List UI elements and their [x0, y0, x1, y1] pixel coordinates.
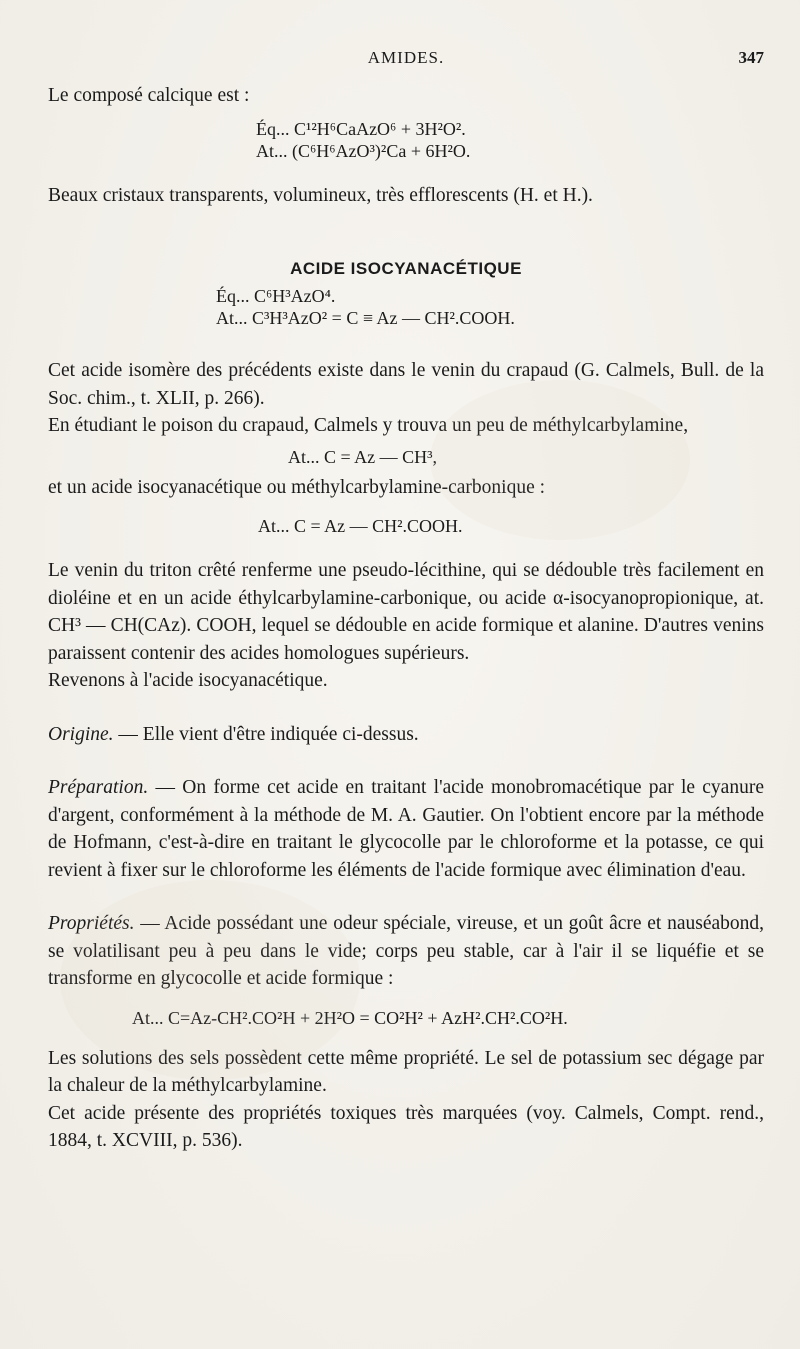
calcium-compound-formula — [48, 118, 764, 162]
equivalent-formula: Éq... C¹²H⁶CaAzO⁶ + 3H²O². — [256, 118, 466, 139]
paragraph-revenons: Revenons à l'acide isocyanacétique. — [48, 670, 328, 691]
atomic-formula: At... C³H³AzO² = C ≡ Az — CH².COOH. — [216, 308, 515, 328]
running-title: AMIDES. — [367, 48, 445, 67]
origine-label: Origine. — [48, 723, 114, 745]
origine-text: — Elle vient d'être indiquée ci-dessus. — [113, 723, 419, 745]
page-number: 347 — [738, 48, 764, 67]
paragraph-solutions: Les solutions des sels possèdent cette même propriété. Le sel de potassium sec dégage par la chaleur de la méthylcarbylamine. — [48, 1047, 764, 1096]
paragraph-etudiant: En étudiant le poison du crapaud, Calmels y trouva un peu de méthylcarbylamine, — [48, 415, 689, 436]
equivalent-formula: Éq... C⁶H³AzO⁴. — [216, 286, 336, 306]
paragraph-proprietes — [48, 910, 764, 993]
paragraph-cristaux: Beaux cristaux transparents, volumineux, très efflorescents (H. et H.). — [48, 184, 593, 206]
proprietes-label: Propriétés. — [48, 913, 135, 934]
paragraph-triton: Le venin du triton crêté renferme une pseudo-lécithine, qui se dédouble très facilement en dioléine et en un acide éthylcarbylamine-carbonique, ou acide α-isocyanopropionique, at. CH³ — CH(CAz). COOH, lequel se dédouble en acide formique et alanine. D'autres venins paraissent contenir des acides homologues supérieurs. — [48, 560, 764, 664]
proprietes-text: — Acide possédant une odeur spéciale, vireuse, et un goût âcre et nauséabond, se volatilisant peu à peu dans le vide; corps peu stable, car à l'air il se liquéfie et se transforme en glycocolle et acide formique : — [48, 913, 764, 989]
paragraph-origine — [48, 721, 764, 749]
preparation-label: Préparation. — [48, 777, 149, 798]
paragraph-acide-isocyanacetique: et un acide isocyanacétique ou méthylcarbylamine-carbonique : — [48, 476, 546, 498]
atomic-formula: At... (C⁶H⁶AzO³)²Ca + 6H²O. — [256, 140, 471, 161]
formula-isocyanacetic-acid: At... C = Az — CH².COOH. — [258, 516, 463, 536]
formula-methylcarbylamine: At... C = Az — CH³, — [288, 446, 438, 467]
running-head — [48, 48, 764, 78]
isocyanacetic-formula — [48, 285, 764, 329]
paragraph-compose-calcique: Le composé calcique est : — [48, 85, 250, 106]
section-heading: ACIDE ISOCYANACÉTIQUE — [290, 259, 522, 278]
formula-hydrolysis: At... C=Az-CH².CO²H + 2H²O = CO²H² + AzH².CH².CO²H. — [132, 1007, 568, 1028]
preparation-text: — On forme cet acide en traitant l'acide monobromacétique par le cyanure d'argent, conformément à la méthode de M. A. Gautier. On l'obtient encore par la méthode de Hofmann, c'est-à-dire en traitant le glycocolle par le chloroforme et la potasse, ce qui revient à fixer sur le chloroforme les éléments de l'acide formique avec élimination d'eau. — [48, 777, 764, 881]
paragraph-preparation — [48, 774, 764, 884]
paragraph-isomere: Cet acide isomère des précédents existe dans le venin du crapaud (G. Calmels, Bull. de la Soc. chim., t. XLII, p. 266). — [48, 360, 764, 409]
paragraph-toxiques: Cet acide présente des propriétés toxiques très marquées (voy. Calmels, Compt. rend., 1884, t. XCVIII, p. 536). — [48, 1102, 764, 1151]
